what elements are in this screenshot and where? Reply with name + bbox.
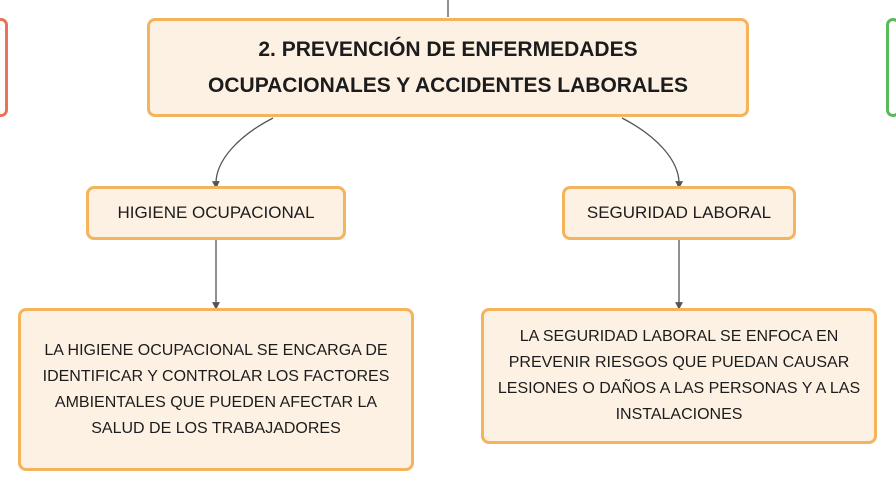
main-topic-node[interactable] <box>147 18 749 117</box>
higiene-description-node[interactable] <box>18 308 414 471</box>
connector-title-to-seguridad <box>622 118 679 185</box>
seguridad-laboral-node[interactable] <box>562 186 796 240</box>
seguridad-description-text: LA SEGURIDAD LABORAL SE ENFOCA EN PREVENIR RIESGOS QUE PUEDAN CAUSAR LESIONES O DAÑOS A LAS PERSONAS Y A LAS INSTALACIONES <box>497 328 861 423</box>
main-topic-line1: 2. PREVENCIÓN DE ENFERMEDADES <box>258 37 638 61</box>
main-topic-line2: OCUPACIONALES Y ACCIDENTES LABORALES <box>208 73 688 97</box>
seguridad-laboral-label: SEGURIDAD LABORAL <box>586 203 772 222</box>
left-sibling-node[interactable] <box>0 18 8 117</box>
higiene-ocupacional-node[interactable] <box>86 186 346 240</box>
connector-title-to-higiene <box>216 118 273 185</box>
higiene-description-text: LA HIGIENE OCUPACIONAL SE ENCARGA DE IDENTIFICAR Y CONTROLAR LOS FACTORES AMBIENTALES QUE PUEDEN AFECTAR LA SALUD DE LOS TRABAJADORES <box>42 341 390 437</box>
higiene-ocupacional-label: HIGIENE OCUPACIONAL <box>117 203 315 222</box>
right-sibling-node[interactable] <box>886 18 896 117</box>
seguridad-description-node[interactable] <box>481 308 877 444</box>
